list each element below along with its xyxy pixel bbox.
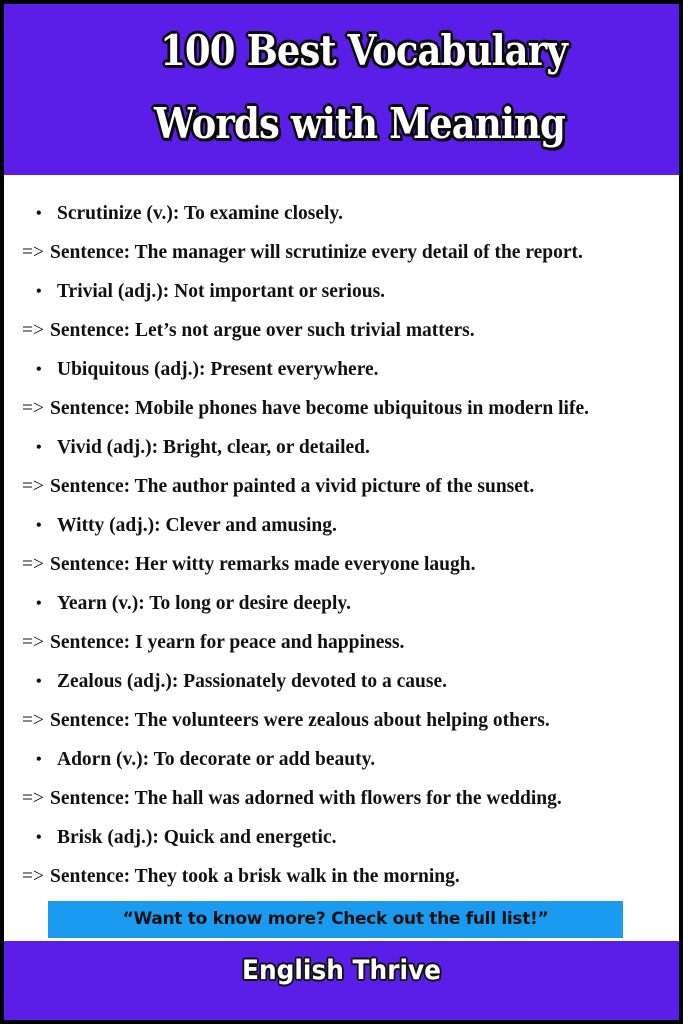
arrow-icon: => [22, 476, 44, 497]
list-item-sentence [4, 779, 679, 818]
list-item-sentence [4, 623, 679, 662]
footer-banner [4, 941, 679, 1020]
page-title-line-2: Words with Meaning [154, 99, 565, 148]
arrow-icon: => [22, 242, 44, 263]
bullet-icon: • [36, 361, 42, 378]
example-sentence: Sentence: The author painted a vivid picture of the sunset. [50, 476, 535, 497]
arrow-icon: => [22, 632, 44, 653]
list-item-word [4, 584, 679, 623]
arrow-icon: => [22, 710, 44, 731]
list-item-sentence [4, 467, 679, 506]
arrow-icon: => [22, 554, 44, 575]
word-definition: Witty (adj.): Clever and amusing. [57, 515, 337, 536]
example-sentence: Sentence: The volunteers were zealous about helping others. [50, 710, 550, 731]
full-list-cta-button[interactable]: “Want to know more? Check out the full list!” [48, 901, 623, 938]
list-item-word [4, 194, 679, 233]
list-item-sentence [4, 233, 679, 272]
brand-name: English Thrive [241, 955, 442, 986]
example-sentence: Sentence: Let’s not argue over such trivial matters. [50, 320, 475, 341]
word-definition: Yearn (v.): To long or desire deeply. [57, 593, 351, 614]
word-definition: Trivial (adj.): Not important or serious. [57, 281, 386, 302]
page-title-line-1: 100 Best Vocabulary [160, 26, 567, 75]
bullet-icon: • [36, 517, 42, 534]
example-sentence: Sentence: I yearn for peace and happiness. [50, 632, 405, 653]
word-definition: Zealous (adj.): Passionately devoted to a cause. [57, 671, 447, 692]
list-item-sentence [4, 701, 679, 740]
word-definition: Brisk (adj.): Quick and energetic. [57, 827, 337, 848]
bullet-icon: • [36, 283, 42, 300]
list-item-sentence [4, 389, 679, 428]
arrow-icon: => [22, 320, 44, 341]
example-sentence: Sentence: They took a brisk walk in the morning. [50, 866, 460, 887]
bullet-icon: • [36, 205, 42, 222]
list-item-word [4, 428, 679, 467]
bullet-icon: • [36, 829, 42, 846]
list-item-word [4, 662, 679, 701]
bullet-icon: • [36, 751, 42, 768]
list-item-sentence [4, 857, 679, 896]
bullet-icon: • [36, 595, 42, 612]
list-item-word [4, 818, 679, 857]
list-item-word [4, 350, 679, 389]
infographic-frame [4, 4, 679, 1020]
list-item-word [4, 272, 679, 311]
example-sentence: Sentence: The hall was adorned with flowers for the wedding. [50, 788, 562, 809]
word-definition: Vivid (adj.): Bright, clear, or detailed. [57, 437, 370, 458]
example-sentence: Sentence: The manager will scrutinize every detail of the report. [50, 242, 583, 263]
list-item-sentence [4, 545, 679, 584]
arrow-icon: => [22, 866, 44, 887]
header-banner [4, 4, 679, 175]
bullet-icon: • [36, 673, 42, 690]
arrow-icon: => [22, 398, 44, 419]
list-item-word [4, 740, 679, 779]
word-definition: Scrutinize (v.): To examine closely. [57, 203, 343, 224]
word-definition: Ubiquitous (adj.): Present everywhere. [57, 359, 379, 380]
example-sentence: Sentence: Mobile phones have become ubiquitous in modern life. [50, 398, 589, 419]
arrow-icon: => [22, 788, 44, 809]
list-item-word [4, 506, 679, 545]
list-item-sentence [4, 311, 679, 350]
word-definition: Adorn (v.): To decorate or add beauty. [57, 749, 376, 770]
example-sentence: Sentence: Her witty remarks made everyone laugh. [50, 554, 476, 575]
bullet-icon: • [36, 439, 42, 456]
